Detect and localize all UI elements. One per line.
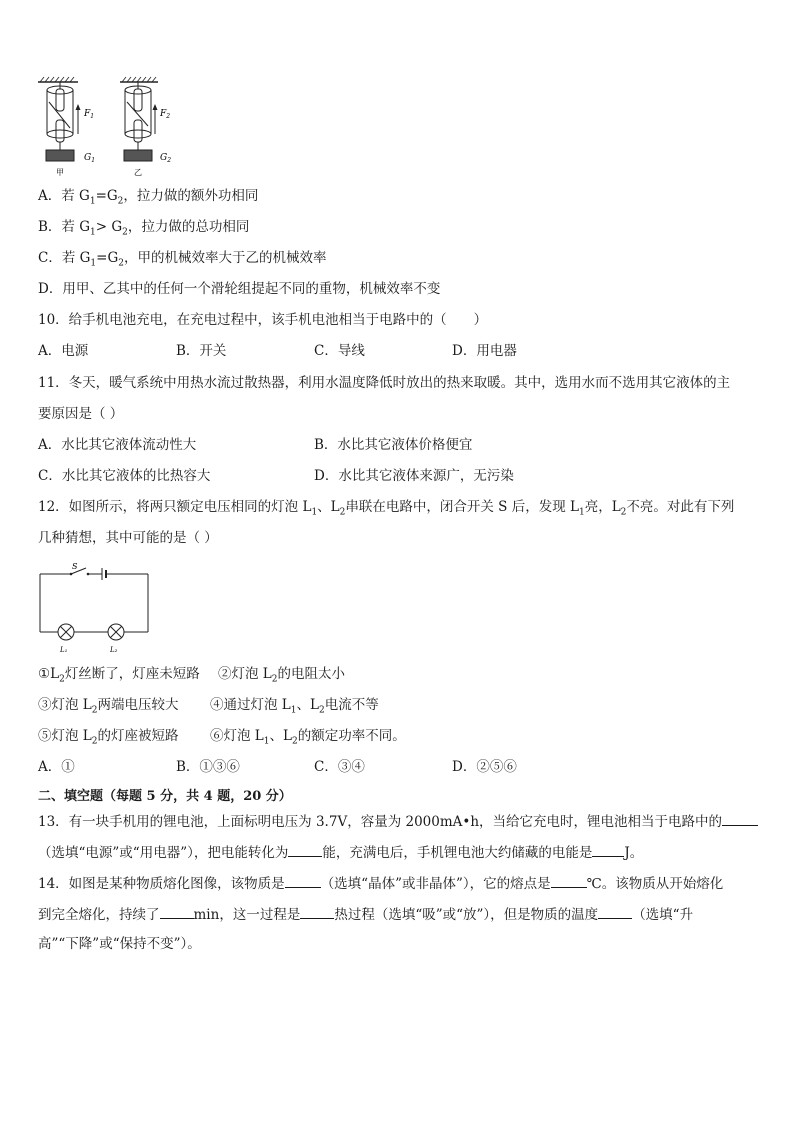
q14-line2: 到完全熔化，持续了 min，这一过程是 热过程（选填“吸”或“放”），但是物质的温度 （选填“升 [38, 904, 693, 924]
q12-option-b: B．①③⑥ [176, 759, 240, 775]
q12-guess-1: $①L_2$灯丝断了，灯座未短路 [38, 666, 200, 685]
q12-guess-5: ⑤灯泡 $L_2$的灯座被短路 [38, 728, 179, 747]
l1-label: L₁ [60, 646, 68, 654]
q11-option-c: C．水比其它液体的比热容大 [38, 468, 211, 484]
g2-label: $G_2$ [160, 153, 172, 164]
q11-option-d: D．水比其它液体来源广，无污染 [314, 468, 514, 484]
q9-option-d: D．用甲、乙其中的任何一个滑轮组提起不同的重物，机械效率不变 [38, 281, 441, 297]
f2-label: $F_2$ [160, 109, 171, 120]
q10-option-c: C．导线 [314, 343, 365, 359]
q14-line1: 14．如图是某种物质熔化图像，该物质是 （选填“晶体”或非晶体”），它的熔点是 ℃。该物质从开始熔化 [38, 873, 723, 893]
g1-label: $G_1$ [84, 153, 96, 164]
q12-guess-3: ③灯泡 $L_2$两端电压较大 [38, 697, 179, 716]
pulley-figure [34, 76, 184, 178]
q10-option-a: A．电源 [38, 343, 89, 359]
q12-stem-line1: 12．如图所示，将两只额定电压相同的灯泡 $L_1$、$L_2$串联在电路中，闭合开关 S 后，发现 $L_1$亮，$L_2$不亮。对此有下列 [38, 499, 735, 518]
q9-option-b: B．若 $G_1> G_2$，拉力做的总功相同 [38, 219, 250, 238]
q11-stem-line1: 11．冬天，暖气系统中用热水流过散热器，利用水温度降低时放出的热来取暖。其中，选用水而不选用其它液体的主 [38, 375, 731, 391]
q12-option-c: C．③④ [314, 759, 365, 775]
q13-line2: （选填“电源”或“用电器”），把电能转化为 能，充满电后，手机锂电池大约储藏的电能是 J。 [38, 842, 643, 862]
f1-label: $F_1$ [84, 109, 95, 120]
q14-line3: 高”“下降”或“保持不变”）。 [38, 936, 201, 952]
circuit-diagram [36, 560, 152, 656]
q9-option-c: C．若 $G_1=G_2$，甲的机械效率大于乙的机械效率 [38, 250, 327, 269]
q10-option-d: D．用电器 [452, 343, 517, 359]
q12-guess-2: ②灯泡 $L_2$的电阻太小 [218, 666, 345, 685]
q10-option-b: B．开关 [176, 343, 227, 359]
q13-line1: 13．有一块手机用的锂电池，上面标明电压为 3.7V，容量为 2000mA•h，当给它充电时，锂电池相当于电路中的 [38, 811, 758, 831]
q9-option-a: A．若 $G_1=G_2$，拉力做的额外功相同 [38, 188, 259, 207]
section-2-title: 二、填空题（每题 5 分，共 4 题，20 分） [38, 789, 292, 804]
q11-stem-line2: 要原因是（ ） [38, 406, 124, 422]
q11-option-b: B．水比其它液体价格便宜 [314, 437, 473, 453]
jia-label: 甲 [56, 168, 64, 177]
q12-guess-4: ④通过灯泡 $L_1$、$L_2$电流不等 [210, 697, 379, 716]
q11-option-a: A．水比其它液体流动性大 [38, 437, 197, 453]
yi-label: 乙 [134, 168, 142, 177]
switch-label: S [72, 562, 78, 571]
q10-stem: 10．给手机电池充电，在充电过程中，该手机电池相当于电路中的（ ） [38, 312, 488, 328]
l2-label: L₂ [110, 646, 118, 654]
q12-option-a: A．① [38, 759, 75, 775]
q12-guess-6: ⑥灯泡 $L_1$、$L_2$的额定功率不同。 [210, 728, 406, 747]
q12-stem-line2: 几种猜想，其中可能的是（ ） [38, 530, 218, 546]
q12-option-d: D．②⑤⑥ [452, 759, 517, 775]
